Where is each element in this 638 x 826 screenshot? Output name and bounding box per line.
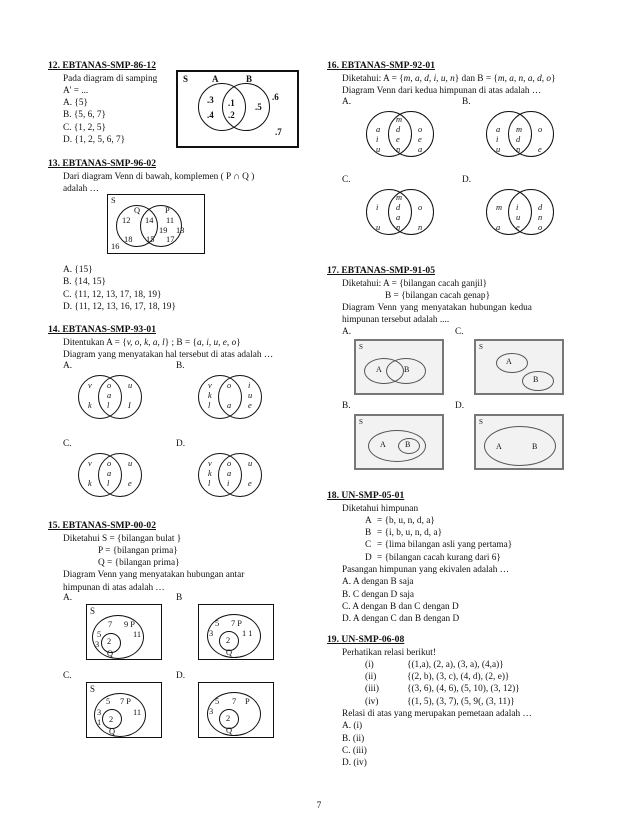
- q16-heading: 16. EBTANAS-SMP-92-01: [327, 60, 436, 71]
- q15-a-elem: 5: [97, 630, 102, 639]
- q14-b-elem: k: [208, 391, 212, 400]
- q15-option-a-label[interactable]: A.: [63, 593, 73, 603]
- q14-c-elem: a: [107, 469, 112, 478]
- q14-heading: 14. EBTANAS-SMP-93-01: [48, 324, 157, 335]
- q14-line: Diagram yang menyatakan hal tersebut di atas adalah …: [63, 349, 274, 360]
- q17-b-label: A: [380, 440, 386, 449]
- q13-block: [48, 158, 308, 195]
- q19-relation-row: (iv) {(1, 5), (3, 7), (5, 9(, (3, 11)}: [365, 696, 515, 707]
- q15-c-elem: 7 P: [120, 697, 131, 706]
- q16-a-elem: e: [396, 135, 400, 144]
- q18-set-row: B = {i, b, u, n, d, a}: [365, 528, 443, 539]
- q18-line: Pasangan himpunan yang ekivalen adalah …: [342, 564, 510, 575]
- q14-d-elem: e: [248, 479, 252, 488]
- q14-diagram-a: [66, 372, 156, 420]
- q16-a-elem: i: [376, 135, 379, 144]
- q17-option-a-label[interactable]: A.: [342, 327, 352, 337]
- q15-c-elem: 2: [109, 715, 114, 724]
- q16-c-elem: n: [418, 223, 423, 232]
- q14-b-elem: v: [208, 381, 212, 390]
- q14-a-elem: l: [107, 401, 110, 410]
- q14-a-elem: I: [128, 401, 131, 410]
- q16-c-elem: n: [396, 223, 401, 232]
- q16-diagram-a: [358, 108, 448, 158]
- q18-option-c[interactable]: C. A dengan B dan C dengan D: [342, 601, 459, 612]
- q14-b-elem: e: [248, 401, 252, 410]
- q15-d-elem: 7: [232, 697, 237, 706]
- q15-c-elem: Q: [109, 727, 116, 736]
- q14-b-elem: l: [208, 401, 211, 410]
- q19-relation-row: (ii) {(2, b), (3, c), (4, d), (2, e)}: [365, 672, 510, 683]
- q15-option-b-label[interactable]: B: [176, 593, 183, 603]
- q15-b-elem: 3: [209, 629, 214, 638]
- q13-line: Dari diagram Venn di bawah, komplemen ( P ∩ Q ): [63, 171, 255, 182]
- q14-d-elem: v: [208, 459, 212, 468]
- q15-d-elem: Q: [226, 726, 233, 735]
- q12-venn-elem: .7: [275, 127, 282, 137]
- q16-b-elem: d: [516, 135, 521, 144]
- q14-a-elem: k: [88, 401, 92, 410]
- q16-option-d-label[interactable]: D.: [462, 175, 472, 185]
- q12-venn-elem: .4: [207, 110, 214, 120]
- q14-c-elem: k: [88, 479, 92, 488]
- q16-line: Diketahui: A = {m, a, d, i, u, n} dan B = {m, a, n, a, d, o}: [342, 73, 556, 84]
- q17-line: Diketahui: A = {bilangan cacah ganjil}: [342, 278, 488, 289]
- q16-diagram-b: [478, 108, 568, 158]
- q18-set-row: D = {bilangan cacah kurang dari 6}: [365, 552, 501, 563]
- q19-heading: 19. UN-SMP-06-08: [327, 634, 405, 645]
- q17-diagram-b: [354, 414, 444, 470]
- q12-venn-elem: .5: [255, 102, 262, 112]
- q16-option-a-label[interactable]: A.: [342, 97, 352, 107]
- q15-a-label: S: [90, 606, 96, 616]
- q16-diagram-d: [478, 186, 568, 236]
- q16-line: Diagram Venn dari kedua himpunan di atas adalah …: [342, 85, 542, 96]
- q12-venn-elem: .1: [228, 98, 235, 108]
- q12-venn-elem: .2: [228, 110, 235, 120]
- page-number: 7: [316, 801, 322, 811]
- q15-a-elem: 9 P: [124, 620, 135, 629]
- q17-c-label: A: [506, 357, 512, 366]
- q16-b-elem: m: [516, 125, 523, 134]
- q13-venn-elem: 19: [159, 226, 168, 235]
- q15-c-elem: 1: [97, 718, 102, 727]
- q16-block: [327, 60, 597, 97]
- q19-relation-row: (iii) {(3, 6), (4, 6), (5, 10), (3, 12)}: [365, 684, 520, 695]
- q15-a-elem: 3: [95, 640, 100, 649]
- q17-b-label: B: [405, 440, 411, 449]
- q15-d-elem: 5: [215, 697, 220, 706]
- q16-option-b-label[interactable]: B.: [462, 97, 471, 107]
- q19-line: Perhatikan relasi berikut!: [342, 647, 436, 658]
- q17-diagram-c: [474, 339, 564, 395]
- q15-diagram-a: [86, 604, 162, 660]
- q15-diagram-d: [198, 682, 274, 738]
- q14-option-d-label[interactable]: D.: [176, 439, 186, 449]
- q14-c-elem: v: [88, 459, 92, 468]
- q19-option-d[interactable]: D. (iv): [342, 758, 367, 769]
- q14-d-elem: l: [208, 479, 211, 488]
- q14-option-a-label[interactable]: A.: [63, 361, 73, 371]
- q16-a-elem: n: [396, 145, 401, 154]
- q13-heading: 13. EBTANAS-SMP-96-02: [48, 158, 157, 169]
- q15-c-elem: 5: [106, 697, 111, 706]
- q17-a-label: A: [376, 365, 382, 374]
- q15-option-c-label[interactable]: C.: [63, 671, 72, 681]
- q16-a-elem: a: [418, 145, 423, 154]
- q17-diagram-d: [474, 414, 564, 470]
- q16-c-elem: o: [418, 203, 423, 212]
- q13-venn-label: P: [165, 206, 170, 215]
- q19-line: Relasi di atas yang merupakan pemetaan adalah …: [342, 708, 532, 719]
- q12-line: Pada diagram di samping: [63, 73, 158, 84]
- q14-c-elem: e: [128, 479, 132, 488]
- q16-a-elem: e: [418, 135, 422, 144]
- q15-c-label: S: [90, 684, 96, 694]
- q12-venn-elem: .3: [207, 95, 214, 105]
- q12-heading: 12. EBTANAS-SMP-86-12: [48, 60, 157, 71]
- q15-a-elem: 7: [108, 620, 113, 629]
- q15-a-elem: Q: [107, 649, 114, 658]
- q17-option-d-label[interactable]: D.: [455, 401, 465, 411]
- q18-heading: 18. UN-SMP-05-01: [327, 490, 405, 501]
- q18-line: Diketahui himpunan: [342, 503, 419, 514]
- q16-d-elem: d: [538, 203, 543, 212]
- q15-line: P = {bilangan prima}: [98, 545, 178, 556]
- q13-option-a[interactable]: A. {15}: [63, 265, 93, 275]
- q14-d-elem: o: [227, 459, 232, 468]
- q17-line: Diagram Venn yang menyatakan hubungan kedua: [342, 303, 532, 314]
- q15-d-elem: P: [245, 697, 250, 706]
- q19-relation-row: (i) {(1,a), (2, a), (3, a), (4,a)}: [365, 659, 504, 670]
- q15-b-elem: 5: [215, 619, 220, 628]
- q13-venn-elem: 14: [145, 216, 154, 225]
- q12-venn-label-s: S: [183, 74, 189, 84]
- q12-option-c[interactable]: C. {1, 2, 5}: [63, 122, 107, 133]
- q16-d-elem: u: [516, 213, 521, 222]
- q19-block: [327, 634, 597, 769]
- q16-d-elem: e: [516, 223, 520, 232]
- q19-option-b[interactable]: B. (ii): [342, 733, 365, 744]
- q17-line: B = {bilangan cacah genap}: [385, 290, 491, 301]
- q14-c-elem: l: [107, 479, 110, 488]
- q16-a-elem: m: [396, 115, 403, 124]
- q13-venn-elem: 15: [146, 235, 155, 244]
- q14-option-b-label[interactable]: B.: [176, 361, 185, 371]
- q16-b-elem: o: [538, 125, 543, 134]
- q17-d-label: S: [479, 418, 483, 426]
- q16-c-elem: a: [396, 213, 401, 222]
- q19-option-a[interactable]: A. (i): [342, 721, 363, 732]
- q17-heading: 17. EBTANAS-SMP-91-05: [327, 265, 436, 276]
- q15-d-elem: 3: [209, 707, 214, 716]
- q17-option-b-label[interactable]: B.: [342, 401, 351, 411]
- q17-c-label: S: [479, 343, 483, 351]
- q17-b-label: S: [359, 418, 363, 426]
- q13-venn-elem: 16: [111, 242, 120, 251]
- q16-a-elem: u: [376, 145, 381, 154]
- q13-options: [48, 264, 176, 313]
- q13-option-c[interactable]: C. {11, 12, 13, 17, 18, 19}: [63, 289, 162, 300]
- q14-diagram-c: [66, 450, 156, 498]
- q16-a-elem: o: [418, 125, 423, 134]
- q13-venn-label: S: [111, 196, 116, 205]
- q16-d-elem: i: [516, 203, 519, 212]
- q14-b-elem: a: [227, 401, 232, 410]
- q12-venn-diagram: [176, 70, 299, 148]
- q16-diagram-c: [358, 186, 448, 236]
- q14-d-elem: u: [248, 459, 253, 468]
- q12-option-b[interactable]: B. {5, 6, 7}: [63, 110, 107, 121]
- q14-a-elem: u: [128, 381, 133, 390]
- q15-line: Diagram Venn yang menyatakan hubungan antar: [63, 570, 245, 581]
- q15-line: Diketahui S = {bilangan bulat }: [63, 533, 182, 544]
- q18-option-b[interactable]: B. C dengan D saja: [342, 589, 415, 600]
- q17-diagram-a: [354, 339, 444, 395]
- q18-block: [327, 490, 597, 625]
- q13-venn-diagram: [107, 194, 205, 254]
- q13-venn-elem: 12: [122, 216, 131, 225]
- q15-line: himpunan di atas adalah …: [63, 582, 165, 593]
- q16-a-elem: a: [376, 125, 381, 134]
- q14-line: Ditentukan A = {v, o, k, a, l} ; B = {a, i, u, e, o}: [63, 337, 241, 348]
- q17-d-label: B: [532, 442, 538, 451]
- q18-option-a[interactable]: A. A dengan B saja: [342, 577, 414, 588]
- q15-diagram-b: [198, 604, 274, 660]
- q14-a-elem: v: [88, 381, 92, 390]
- q17-a-label: B: [404, 365, 410, 374]
- q13-venn-elem: 13: [176, 226, 185, 235]
- q16-b-elem: u: [496, 145, 501, 154]
- q17-c-label: B: [533, 375, 539, 384]
- q15-b-elem: 2: [226, 636, 231, 645]
- q15-b-elem: Q: [226, 648, 233, 657]
- q12-option-d[interactable]: D. {1, 2, 5, 6, 7}: [63, 134, 126, 145]
- q14-c-elem: u: [128, 459, 133, 468]
- q16-c-elem: u: [376, 223, 381, 232]
- q18-set-row: C = {lima bilangan asli yang pertama}: [365, 540, 513, 551]
- q16-b-elem: i: [496, 135, 499, 144]
- q18-option-d[interactable]: D. A dengan C dan B dengan D: [342, 614, 460, 625]
- q12-venn-label-b: B: [246, 74, 253, 84]
- q13-option-b[interactable]: B. {14, 15}: [63, 277, 107, 288]
- q13-line: adalah …: [63, 183, 99, 194]
- q14-a-elem: a: [107, 391, 112, 400]
- q16-a-elem: d: [396, 125, 401, 134]
- q14-b-elem: u: [248, 391, 253, 400]
- q15-a-elem: 11: [133, 630, 142, 639]
- q16-c-elem: i: [376, 203, 379, 212]
- q15-b-elem: 1 1: [242, 629, 253, 638]
- q13-venn-elem: 18: [124, 235, 133, 244]
- q16-b-elem: a: [496, 125, 501, 134]
- q16-d-elem: m: [496, 203, 503, 212]
- q16-d-elem: n: [538, 213, 543, 222]
- q15-c-elem: 3: [97, 708, 102, 717]
- q13-venn-label: Q: [134, 206, 141, 215]
- q14-c-elem: o: [107, 459, 112, 468]
- q16-option-c-label[interactable]: C.: [342, 175, 351, 185]
- q12-venn-label-a: A: [212, 74, 219, 84]
- q12-option-a[interactable]: A. {5}: [63, 98, 88, 109]
- q16-b-elem: e: [538, 145, 542, 154]
- q13-venn-elem: 17: [166, 235, 175, 244]
- q17-block: [327, 265, 591, 327]
- q16-c-elem: d: [396, 203, 401, 212]
- q15-a-elem: 2: [107, 637, 112, 646]
- q14-diagram-d: [186, 450, 276, 498]
- q12-line: A' = ...: [63, 85, 89, 96]
- q19-option-c[interactable]: C. (iii): [342, 745, 367, 756]
- q17-a-label: S: [359, 343, 363, 351]
- q14-block: [48, 324, 318, 361]
- q17-line: himpunan tersebut adalah ....: [342, 315, 450, 326]
- q15-d-elem: 2: [226, 714, 231, 723]
- q16-d-elem: o: [538, 223, 543, 232]
- q17-option-c-label[interactable]: C.: [455, 327, 464, 337]
- q14-b-elem: i: [248, 381, 251, 390]
- q13-venn-elem: 11: [166, 216, 175, 225]
- q15-heading: 15. EBTANAS-SMP-00-02: [48, 520, 157, 531]
- q18-set-row: A = {b, u, n, d, a}: [365, 515, 435, 526]
- q15-c-elem: 11: [133, 708, 142, 717]
- q12-venn-elem: .6: [272, 92, 279, 102]
- q16-c-elem: m: [396, 193, 403, 202]
- q14-diagram-b: [186, 372, 276, 420]
- q14-b-elem: o: [227, 381, 232, 390]
- q15-b-elem: 7 P: [231, 619, 242, 628]
- q13-option-d[interactable]: D. {11, 12, 13, 16, 17, 18, 19}: [63, 301, 176, 312]
- q14-d-elem: i: [227, 479, 230, 488]
- q15-diagram-c: [86, 682, 162, 738]
- q16-d-elem: a: [496, 223, 501, 232]
- q15-block: [48, 520, 318, 594]
- q14-option-c-label[interactable]: C.: [63, 439, 72, 449]
- q15-line: Q = {bilangan prima}: [98, 558, 180, 569]
- q14-d-elem: k: [208, 469, 212, 478]
- q17-d-label: A: [496, 442, 502, 451]
- q15-option-d-label[interactable]: D.: [176, 671, 186, 681]
- q12-block: [48, 60, 178, 146]
- q16-b-elem: n: [516, 145, 521, 154]
- q14-d-elem: a: [227, 469, 232, 478]
- q14-a-elem: o: [107, 381, 112, 390]
